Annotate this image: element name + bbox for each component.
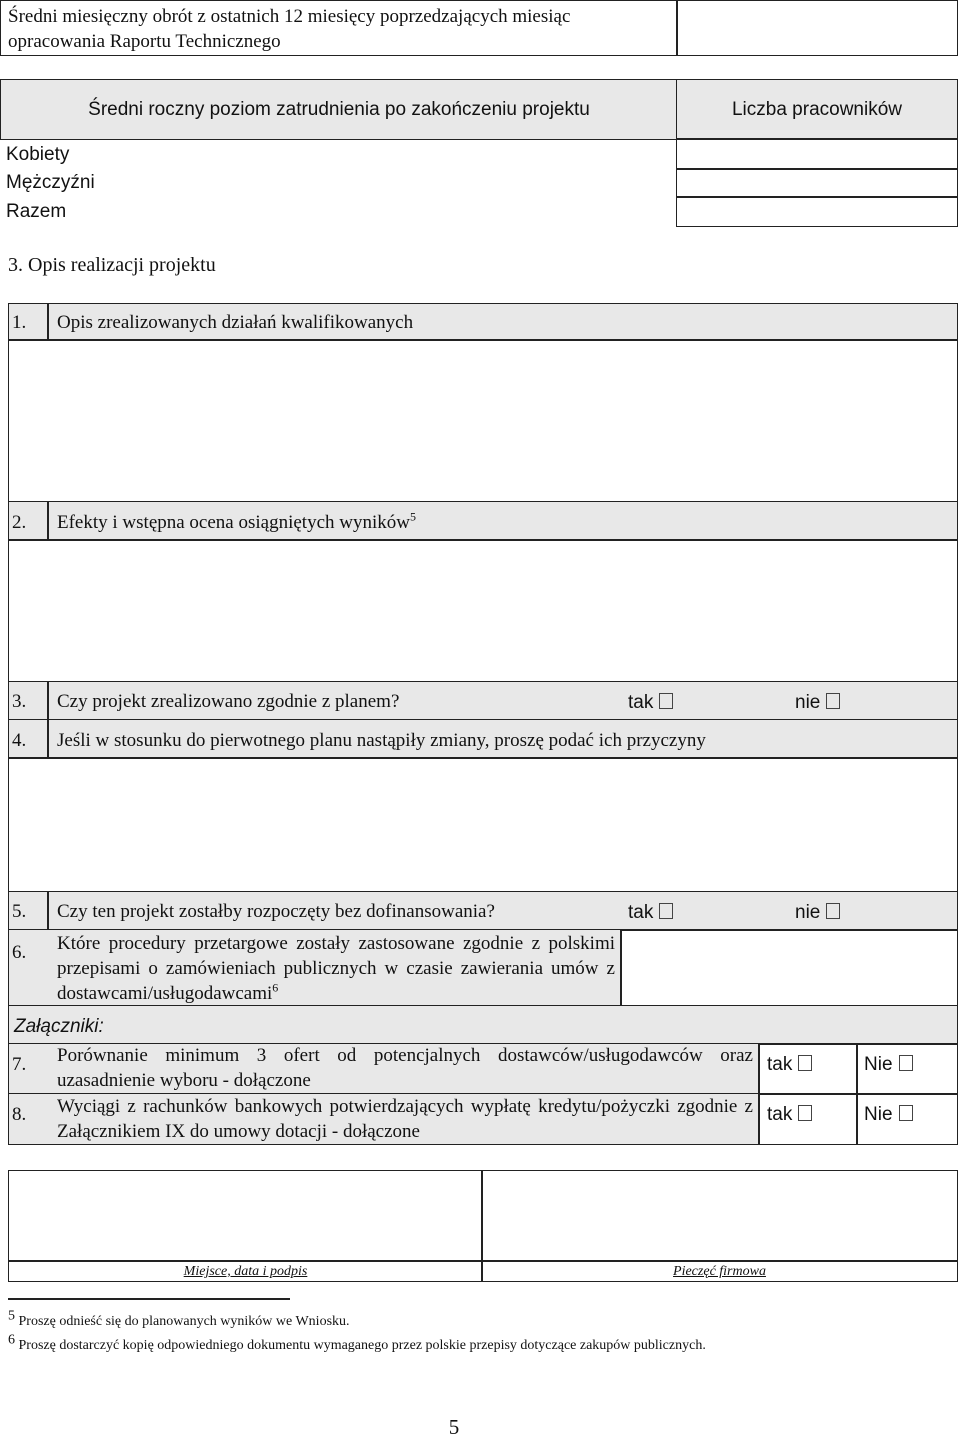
q3-text: Czy projekt zrealizowano zgodnie z planem?: [57, 691, 400, 712]
q3-yes-label: tak: [628, 692, 654, 713]
q7-no-option[interactable]: [864, 1052, 913, 1077]
q6-text: Które procedury przetargowe zostały zastosowane zgodnie z polskimi przepisami o zamówieniach publicznych w czasie zawierania umów z dostawcami/usługodawcami: [57, 933, 615, 1004]
q2-answer-field[interactable]: [8, 539, 958, 683]
q4-num-divider: [47, 719, 49, 759]
q3-no-checkbox[interactable]: [826, 693, 840, 709]
q6-footnote-ref: 6: [272, 980, 279, 995]
stamp-label: Pieczęć firmowa: [673, 1264, 766, 1279]
q1-num-divider: [47, 303, 49, 341]
q3-no-label: nie: [795, 692, 821, 713]
q7-text: Porównanie minimum 3 ofert od potencjalnych dostawców/usługodawców oraz uzasadnienie wyboru - dołączone: [57, 1045, 753, 1091]
q3-yes-checkbox[interactable]: [659, 693, 673, 709]
q5-num-divider: [47, 891, 49, 931]
q8-no-checkbox[interactable]: [899, 1105, 913, 1121]
employment-row-men: Mężczyźni: [6, 172, 95, 193]
attachments-header: [8, 1005, 958, 1045]
employment-count-women-field[interactable]: [676, 138, 958, 170]
turnover-divider: [676, 0, 678, 56]
employment-row-total: Razem: [6, 201, 67, 222]
q1-text: Opis zrealizowanych działań kwalifikowanych: [57, 312, 414, 333]
q3-no-option[interactable]: [795, 690, 840, 715]
q7-yes-label: tak: [767, 1054, 793, 1075]
q5-no-option[interactable]: [795, 900, 840, 925]
q6-number: 6.: [12, 942, 27, 963]
turnover-value-field[interactable]: [680, 2, 954, 54]
q8-yes-label: tak: [767, 1104, 793, 1125]
q8-no-label: Nie: [864, 1104, 893, 1125]
turnover-label: Średni miesięczny obrót z ostatnich 12 miesięcy poprzedzających miesiąc opracowania Raportu Technicznego: [8, 6, 571, 52]
q8-text: Wyciągi z rachunków bankowych potwierdzających wypłatę kredytu/pożyczki zgodnie z Załącznikiem IX do umowy dotacji - dołączone: [57, 1096, 753, 1142]
page-number: 5: [448, 1415, 460, 1439]
q1-number: 1.: [12, 312, 27, 333]
employment-count-total-field[interactable]: [676, 196, 958, 227]
q2-label: [57, 510, 416, 535]
q5-no-checkbox[interactable]: [826, 903, 840, 919]
attachments-label: Załączniki:: [14, 1016, 104, 1037]
footnote-separator: [8, 1298, 290, 1300]
q2-text: Efekty i wstępna ocena osiągniętych wyników: [57, 512, 410, 533]
footnote-6-number: 6: [8, 1332, 15, 1348]
q6-answer-field[interactable]: [620, 929, 958, 1007]
q4-answer-field[interactable]: [8, 757, 958, 893]
signature-label: Miejsce, data i podpis: [183, 1264, 308, 1279]
q7-yes-checkbox[interactable]: [798, 1055, 812, 1071]
employment-count-men-field[interactable]: [676, 168, 958, 198]
q8-number: 8.: [12, 1104, 27, 1125]
employment-header-right-text: Liczba pracowników: [731, 99, 903, 120]
q5-text: Czy ten projekt zostałby rozpoczęty bez dofinansowania?: [57, 901, 495, 922]
q5-yes-label: tak: [628, 902, 654, 923]
q2-num-divider: [47, 501, 49, 541]
q5-yes-checkbox[interactable]: [659, 903, 673, 919]
section-title: 3. Opis realizacji projektu: [8, 254, 216, 276]
q3-yes-option[interactable]: [628, 690, 673, 715]
q5-yes-option[interactable]: [628, 900, 673, 925]
q7-yes-option[interactable]: [767, 1052, 812, 1077]
q8-yes-checkbox[interactable]: [798, 1105, 812, 1121]
q8-yes-option[interactable]: [767, 1102, 812, 1127]
q3-number: 3.: [12, 691, 27, 712]
footnote-5: [8, 1308, 350, 1332]
q4-number: 4.: [12, 730, 27, 751]
q4-text: Jeśli w stosunku do pierwotnego planu nastąpiły zmiany, proszę podać ich przyczyny: [57, 730, 706, 751]
q2-footnote-ref: 5: [409, 509, 416, 524]
q7-no-label: Nie: [864, 1054, 893, 1075]
employment-row-women: Kobiety: [6, 144, 70, 165]
q5-number: 5.: [12, 901, 27, 922]
q7-number: 7.: [12, 1054, 27, 1075]
footnote-5-number: 5: [8, 1308, 15, 1324]
q5-no-label: nie: [795, 902, 821, 923]
employment-header-left-text: Średni roczny poziom zatrudnienia po zakończeniu projektu: [88, 99, 590, 120]
footnote-6: [8, 1332, 706, 1356]
q2-number: 2.: [12, 512, 27, 533]
footnote-5-text: Proszę odnieść się do planowanych wyników we Wniosku.: [18, 1314, 350, 1329]
q1-answer-field[interactable]: [8, 339, 958, 503]
q8-no-option[interactable]: [864, 1102, 913, 1127]
q7-no-checkbox[interactable]: [899, 1055, 913, 1071]
footnote-6-text: Proszę dostarczyć kopię odpowiedniego dokumentu wymaganego przez polskie przepisy dotyczące zakupów publicznych.: [18, 1338, 706, 1353]
q6-label: [57, 931, 615, 1006]
q3-num-divider: [47, 681, 49, 721]
